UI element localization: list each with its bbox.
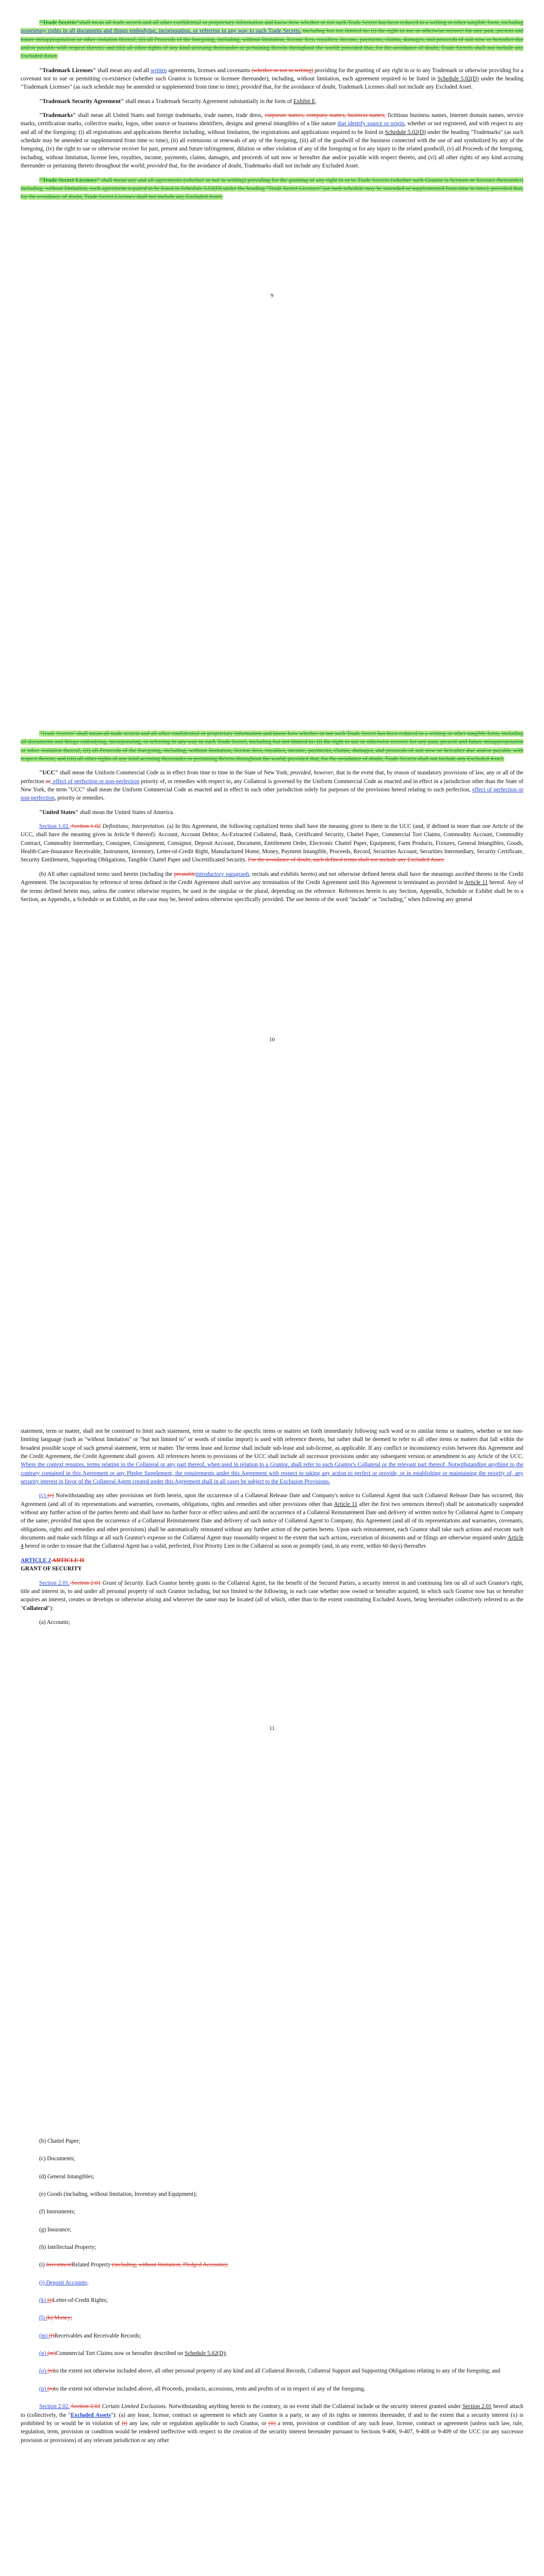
list-item: (o) (n)to the extent not otherwise included above, all other personal property of any kind and all Collateral Records, Collateral Support and Supporting Obligations relating to any of the foregoing; and bbox=[39, 2368, 501, 2375]
definition-trademark-licenses: "Trademark Licenses" shall mean any and all written agreements, licenses and covenants (whether or not in writing) providing for the granting of any right in or to any Trademark or otherwise providing for a covenant not to sue or permitting co-existence (whether such Grantor is licensor or licensee thereunder), including, without limitation, each agreement required to be listed in Schedule 5.02(D) under the heading "Trademark Licenses" (as such schedule may be amended or supplemented from time to time); provided that, for the avoidance of doubt, Trademark Licenses shall not include any Excluded Asset. bbox=[21, 67, 524, 91]
definition-trade-secret-licenses-deleted: "Trade Secret Licenses" shall mean any and all agreements (whether or not in writing) providing for the granting of any right in or to Trade Secrets (whether such Grantor is licensor or licensee thereunder) including, without limitation, each agreement required to be listed in Schedule 5.02(D) under the heading "Trade Secret Licenses" (as such schedule may be amended or supplemented from time to time); provided that, for the avoidance of doubt, Trade Secret Licenses shall not include any Excluded Asset. bbox=[21, 177, 523, 200]
definition-trademark-security-agreement: "Trademark Security Agreement" shall mean a Trademark Security Agreement substantially in the form of Exhibit E. bbox=[39, 98, 317, 105]
article-title: GRANT OF SECURITY bbox=[21, 1566, 82, 1572]
list-item: (k) (j)Letter-of-Credit Rights; bbox=[39, 2297, 108, 2304]
list-item: (i) InvestmentRelated Property (including, without limitation, Pledged Accounts); bbox=[39, 2262, 228, 2268]
page-11 bbox=[21, 1427, 523, 1636]
definition-united-states: "United States" shall mean the United States of America. bbox=[39, 809, 174, 816]
section-2-01: Section 2.01. Section 2.01 Grant of Security. Each Grantor hereby grants to the Collateral Agent, for the benefit of the Secured Parties, a security interest in and continuing lien on all of such Grantor's right, title and interest in, to and under all personal property of such Grantor including, but not limited to the following, in each case whether now owned or hereafter acquired, in which such Grantor now has or hereafter acquires an interest, creates or develops or otherwise arising and wherever the same may be located (all of which, other than to the extent constituting Excluded Assets, being hereinafter collectively referred to as the "Collateral"): bbox=[21, 1580, 524, 1612]
list-item: (m) (l)Receivables and Receivable Records; bbox=[39, 2332, 141, 2339]
definition-trademarks: "Trademarks" shall mean all United States and foreign trademarks, trade names, trade dress, corporate names, company names, business names, fictitious business names, Internet domain names, service marks, certification marks, collective marks, logos, other source or business identifiers, designs and general intangibles of a like nature that identify source or origin, whether or not registered, and with respect to any and all of the foregoing: (i) all registrations and applications therefor including, without limitation, the registrations and applications required to be listed in Schedule 5.02(D) under the heading "Trademarks" (as such schedule may be amended or supplemented from time to time), (ii) all extensions or renewals of any of the foregoing, (iii) all of the goodwill of the business connected with the use of and symbolized by any of the foregoing, (iv) the right to sue or otherwise recover for past, present and future infringement, dilution or other violation of any of the foregoing or for any injury to the related goodwill, (v) all Proceeds of the foregoing, including, without limitation, license fees, royalties, income, payments, claims, damages, and proceeds of suit now or hereafter due and/or payable with respect thereto, and (vi) all other rights of any kind accruing thereunder or pertaining thereto throughout the world; provided that, for the avoidance of doubt, Trademarks shall not include any Excluded Asset. bbox=[21, 112, 524, 170]
list-item: (h) Intellectual Property; bbox=[39, 2244, 96, 2251]
definition-trade-secrets: "Trade Secrets"shall mean all trade secrets and all other confidential or proprietary information and know-how whether or not such Trade Secret has been reduced to a writing or other tangible form, including proprietary rights in all documents and things embodying, incorporating, or referring in any way to such Trade Secrets, including but not limited to: (i) the right to sue or otherwise recover for any past, present and future misappropriation or other violation thereof, (ii) all Proceeds of the foregoing, including, without limitation, license fees, royalties, income, payments, claims, damages, and proceeds of suit now or hereafter due and/or payable with respect thereto; and (iii) all other rights of any kind accruing thereunder or pertaining thereto throughout the world; provided that, for the avoidance of doubt, Trade Secrets shall not include any Excluded Asset. bbox=[21, 20, 524, 60]
page-number: 11 bbox=[269, 1725, 275, 1732]
page-number: 9 bbox=[270, 293, 274, 299]
list-item: (p) (o)to the extent not otherwise included above, all Proceeds, products, accessions, rents and profits of or in respect of any of the foregoing. bbox=[39, 2385, 366, 2392]
list-item: (d) General Intangibles; bbox=[39, 2173, 94, 2180]
list-item: (a) Accounts; bbox=[39, 1619, 70, 1625]
list-item: (l) (k) Money; bbox=[39, 2315, 73, 2321]
definition-ucc: "UCC" shall mean the Uniform Commercial Code as in effect from time to time in the State of New York; provided, however, that in the event that, by reason of mandatory provisions of law, any or all of the perfection or, effect of perfection or non-perfection priority of, or remedies with respect to, any Collateral is governed by the Uniform Commercial Code as enacted and in effect in a jurisdiction other than the State of New York, the term "UCC" shall mean the Uniform Commercial Code as enacted and in effect in such other jurisdiction solely for purposes of the provisions hereof relating to such perfection, effect of perfection or non-perfection, priority or remedies. bbox=[21, 770, 523, 802]
definition-trade-secrets-deleted: "Trade Secrets" shall mean all trade secrets and all other confidential or proprietary information and know-how whether or not such Trade Secret has been reduced to a writing or other tangible form, including all documents and things embodying, incorporating, or referring in any way to such Trade Secret, including but not limited to: (i) the right to sue or otherwise recover for any past, present and future misappropriation or other violation thereof, (ii) all Proceeds of the foregoing, including, without limitation, license fees, royalties, income, payments, claims, damages, and proceeds of suit now or hereafter due and/or payable with respect thereto; and (iii) all other rights of any kind accruing thereunder or pertaining thereto throughout the world; provided that, for the avoidance of doubt, Trade Secrets shall not include any Excluded Asset. bbox=[21, 731, 523, 762]
section-1-02-continued: statement, term or matter, shall not be construed to limit such statement, term or matter to the specific items or matters set forth immediately following such word or to similar items or matters, whether or not non-limiting language (such as "without limitation" or "but not limited to" or words of similar import) is used with reference thereto, but rather shall be deemed to refer to all other items or matters that fall within the broadest possible scope of such general statement, term or matter. The terms lease and license shall include sub-lease and sub-license, as applicable. If any conflict or inconsistency exists between this Agreement and the Credit Agreement, the Credit Agreement shall govern. All references herein to provisions of the UCC shall include all successor provisions under any subsequent version or amendment to any Article of the UCC. Where the context requires, terms relating to the Collateral or any part thereof, when used in relation to a Grantor, shall refer to such Grantor's Collateral or the relevant part thereof. Notwithstanding anything to the contrary contained in this Agreement or any Pledge Supplement, the requirements under this Agreement with respect to taking any action to perfect or provide, or in establishing or maintaining the priority of, any security interest in favor of the Collateral Agent created under this Agreement shall in all cases be subject to the Exclusion Provisions. bbox=[21, 1428, 523, 1485]
list-item: (f) Instruments; bbox=[39, 2209, 75, 2215]
section-1-02-c: (c) (e) Notwithstanding any other provisions set forth herein, upon the occurrence of a Collateral Release Date and Company's notice to Collateral Agent that such Collateral Release Date has occurred, this Agreement (and all of its representations and warranties, covenants, obligations, rights and remedies and other provisions other than Article 11 after the first two sentences thereof) shall be automatically suspended without any further action of the parties hereto and shall have no further force or effect unless and until the occurrence of a Collateral Reinstatement Date and delivery of written notice by Collateral Agent to Company of the same; provided that upon the occurrence of a Collateral Reinstatement Date and delivery of such notice of Collateral Agent to Company, this Agreement (and all of its representations and warranties, covenants, obligations, rights and remedies and other provisions) shall be automatically reinstated without any further action of the parties hereto. Upon such reinstatement, each Grantor shall take such actions and execute such documents and make such filings at all such Grantor's expense so the Collateral Agent may reasonably request to the extent that such actions, execution of documents and or filings are otherwise required under Article 4 hereof in order to ensure that the Collateral Agent has a valid, perfected, First Priority Lien in the Collateral as soon as promptly (and, in any event, within 60 days) thereafter. bbox=[21, 1493, 523, 1550]
list-item: (g) Insurance; bbox=[39, 2226, 72, 2233]
list-item: (j) Deposit Accounts; bbox=[39, 2279, 89, 2286]
list-item: (b) Chattel Paper; bbox=[39, 2138, 80, 2144]
section-2-02: Section 2.02. Section 2.02 Certain Limited Exclusions. Notwithstanding anything herein to the contrary, in no event shall the Collateral include or the security interest granted under Section 2.01 hereof attach to (collectively, the "Excluded Assets"): (a) any lease, license, contract or agreement to which any Grantor is a party, or any of its rights or interests thereunder, if and to the extent that a security interest (x) is prohibited by or would be in violation of (i) any law, rule or regulation applicable to such Grantor, or (ii) a term, provision or condition of any such lease, license, contract or agreement (unless such law, rule, regulation, term, provision or condition would be rendered ineffective with respect to the creation of the security interest hereunder pursuant to Sections 9-406, 9-407, 9-408 or 9-409 of the UCC (or any successor provision or provisions) of any relevant jurisdiction or any other bbox=[21, 2403, 524, 2444]
section-1-02: Section 1.02. Section 1.02 Definitions; Interpretation. (a) In this Agreement, the following capitalized terms shall have the meaning given to them in the UCC (and, if defined in more than one Article of the UCC, shall have the meaning given in Article 9 thereof): Account, Account Debtor, As-Extracted Collateral, Bank, Certificated Security, Chattel Paper, Commercial Tort Claims, Commodity Account, Commodity Contract, Commodity Intermediary, Consignee, Consignment, Consignor, Deposit Account, Document, Entitlement Order, Electronic Chattel Paper, Equipment, Farm Products, Fixtures, General Intangibles, Goods, Health-Care-Insurance Receivable, Instrument, Inventory, Letter-of-Credit Right, Manufactured Home, Money, Payment Intangible, Proceeds, Record, Securities Account, Securities Intermediary, Security Certificate, Security Entitlement, Supporting Obligations, Tangible Chattel Paper and Uncertificated Security. For the avoidance of doubt, such defined terms shall not include any Excluded Asset. bbox=[21, 823, 524, 863]
page-12 bbox=[21, 2137, 523, 2450]
list-item: (c) Documents; bbox=[39, 2156, 75, 2162]
page-number: 10 bbox=[269, 1037, 275, 1043]
article-heading: ARTICLE 2 ARTICLE II bbox=[21, 1557, 85, 1564]
list-item: (e) Goods (including, without limitation, Inventory and Equipment); bbox=[39, 2191, 197, 2198]
page-9 bbox=[21, 19, 523, 207]
section-1-02-b: (b) All other capitalized terms used herein (including the preambleintroductory paragraph, recitals and exhibits hereto) and not otherwise defined herein shall have the meanings ascribed thereto in the Credit Agreement. The incorporation by reference of terms defined in the Credit Agreement shall survive any termination of the Credit Agreement until this Agreement is terminated as provided in Article 11 hereof. Any of the terms defined herein may, unless the context otherwise requires, be used in the singular or the plural, depending on the reference. References herein to any Section, Appendix, Schedule or Exhibit shall be to a Section, an Appendix, a Schedule or an Exhibit, as the case may be, hereof unless otherwise specifically provided. The use herein of the word "include" or "including," when following any general bbox=[21, 871, 523, 903]
list-item: (n) (m)Commercial Tort Claims now or hereafter described on Schedule 5.02(D); bbox=[39, 2350, 227, 2357]
page-10 bbox=[21, 730, 523, 909]
